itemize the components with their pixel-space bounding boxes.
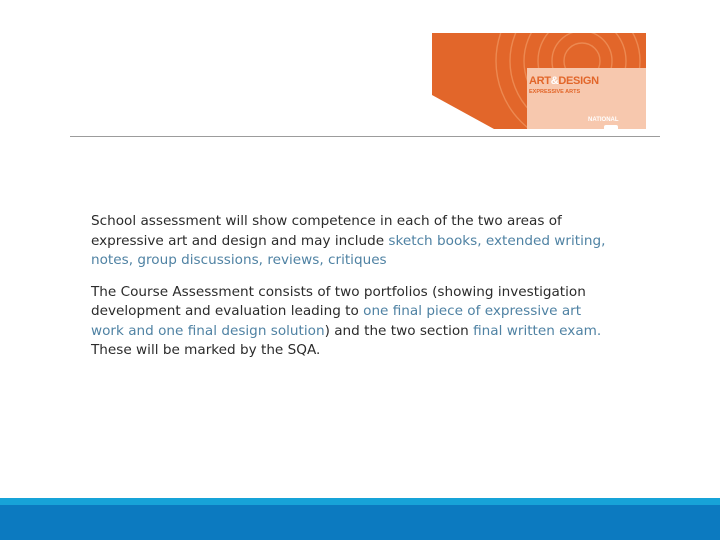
footer-band (0, 505, 720, 540)
logo-title-ampersand: & (550, 75, 559, 87)
paragraph-text: School assessment will show competence in each of the two areas of expressive art and design and may include (91, 213, 562, 249)
logo-badge: NATIONAL (588, 117, 619, 123)
logo-title-design: DESIGN (558, 75, 599, 87)
slide-body (91, 212, 611, 373)
logo-title-art: ART (529, 75, 551, 87)
footer-bar (0, 498, 720, 540)
logo-title (529, 75, 599, 87)
course-assessment-paragraph (91, 283, 611, 361)
school-assessment-paragraph (91, 212, 611, 271)
logo-subtitle: EXPRESSIVE ARTS (529, 89, 581, 95)
paragraph-text: The Course Assessment consists of two portfolios (showing investigation development and evaluation leading to (91, 283, 586, 319)
footer-accent-stripe (0, 498, 720, 505)
level-badge-icon (604, 125, 618, 129)
highlighted-text: final written exam. (473, 322, 602, 339)
art-design-logo-banner (432, 33, 646, 129)
header-divider (70, 136, 660, 137)
highlighted-text: one final piece of expressive art work and one final design solution (91, 303, 582, 339)
paragraph-text: ) and the two section (324, 322, 474, 339)
paragraph-text: These will be marked by the SQA. (91, 342, 321, 358)
highlighted-text: sketch books, extended writing, notes, group discussions, reviews, critiques (91, 232, 606, 268)
